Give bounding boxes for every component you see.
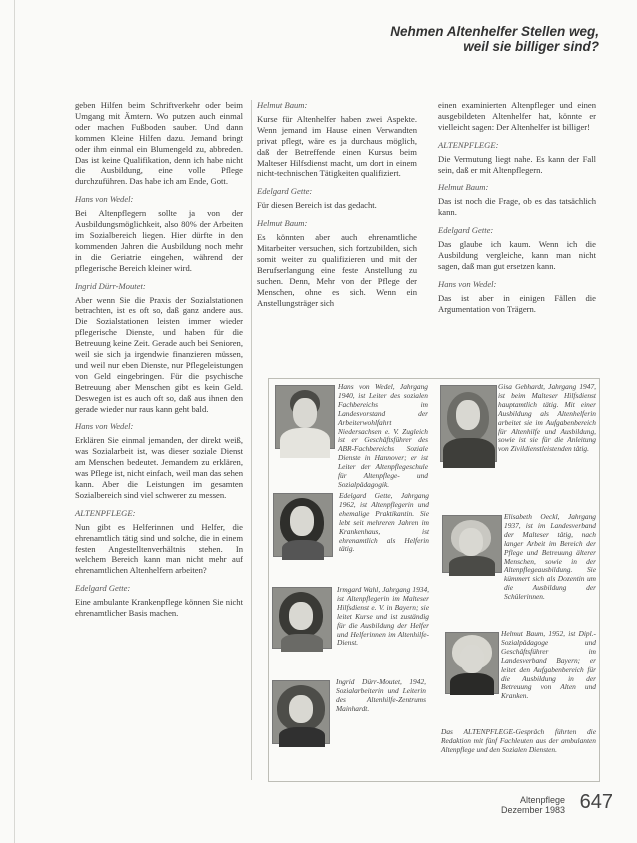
footer-magazine-name: Altenpflege [519, 795, 565, 805]
text-column-3 [438, 100, 596, 380]
paragraph: Es könnten aber auch ehrenamtliche Mitarbeiter versuchen, sich fortzubilden, sich somit weiter zu qualifizieren und mit der Berufserlangung eine feste Anstellung zu suchen. Denn, Mehr von der Pflege der Menschen, ohne es sich. Wenn ein Anstellungsträger sich [257, 232, 417, 308]
caption-7: Helmut Baum, 1952, ist Dipl.-Sozialpädagoge und Geschäftsführer im Landesverband Bayern; er leitet den Aufgabenbereich für die Ausbildung in der Betreuung von Alten und Kranken. [501, 629, 596, 701]
paragraph: Eine ambulante Krankenpflege können Sie nicht ehrenamtlicher Basis machen. [75, 597, 243, 619]
portrait-photo-ingrid-duerr-moutet [272, 680, 330, 744]
column-divider [251, 100, 252, 780]
paragraph: Erklären Sie einmal jemanden, der direkt weiß, was Sozialarbeit ist, was dieser soziale Dienst am Menschen bedeutet. Jemandem zu erklären, was Pflege ist, nicht einfach, weil man das sehen kann. Aber die Leistungen im gesamten Sozialbereich sind viel schwerer zu messen. [75, 435, 244, 500]
caption-2: Gisa Gebhardt, Jahrgang 1947, ist beim Malteser Hilfsdienst hauptamtlich tätig. Mit einer Ausbildung als Altenhelferin arbeitet sie im Aufgabenbereich für Altenhilfe und Ausbildung, sowie ist sie für die Anleitung von Zivildienstleistenden tätig. [498, 382, 596, 454]
portrait-photo-irmgard-wahl [272, 587, 332, 649]
article-title [259, 24, 599, 54]
paragraph: Das ist noch die Frage, ob es das tatsächlich kann. [438, 196, 596, 218]
paragraph: geben Hilfen beim Schriftverkehr oder beim Umgang mit Ämtern. Wo putzen auch einmal oder machen Fußboden sauber. Und dann kommen Kleine Hilfen dazu. Jemand bringt oder ihm einmal ein Blumengeld zu, abbreden. Das ist keine Qualifikation, denn ich habe nicht die Ausbildung, eine volle Pflege durchzuführen. Das habe ich am Ende, Gott. [75, 100, 243, 187]
speaker-name: Ingrid Dürr-Moutet: [75, 280, 146, 291]
speaker-name: Helmut Baum: [257, 218, 308, 229]
speaker-name: Edelgard Gette: [75, 583, 131, 594]
portrait-photo-hans-von-wedel [275, 385, 335, 449]
paragraph: Die Vermutung liegt nahe. Es kann der Fall sein, daß er mit Altenpflegern. [438, 153, 596, 175]
paragraph: Bei Altenpflegern sollte ja von der Ausbildungsmöglichkeit, also 80% der Arbeiten im Sozialbereich liegen. Hier dürfte in den kommenden Jahren die Ausbildung noch mehr in die Geriatrie eingehen, während der pflegerische Bereich kleiner wird. [75, 208, 243, 273]
paragraph: Kurse für Altenhelfer haben zwei Aspekte. Wenn jemand im Hause einen Verwandten privat pflegt, wäre es ja durchaus möglich, daß der Betreffende einen Kursus beim Malteser Hilfsdienst macht, um dort in einem nicht-technischen Tätigkeiten qualifiziert. [257, 113, 417, 179]
scan-edge-line [14, 0, 15, 843]
caption-bottom: Das ALTENPFLEGE-Gespräch führten die Redaktion mit fünf Fachleuten aus der ambulanten Altenpflege und den Sozialen Diensten. [441, 727, 596, 754]
speaker-name: Hans von Wedel: [438, 278, 497, 289]
paragraph: Aber wenn Sie die Praxis der Sozialstationen betrachten, ist es oft so, daß ganz andere aus. Die Sozialstationen leisten immer wieder pflegerische Dienste, und haben für die Betreuung keine Zeit. Gerade auch bei Senioren, weil sie sich ja irgendwie finanzieren müssen, und weil nur eben Dienste, nur Pflegeleistungen von Geld eingebringen. Für die psychische Betreuung aber Menschen gibt es kein Geld. Deswegen ist es auch oft so, daß aus ihnen den gerade wieder nur raus kann geht bald. [75, 294, 243, 414]
speaker-name: ALTENPFLEGE: [75, 507, 136, 518]
footer-magazine [501, 795, 565, 815]
speaker-name: Helmut Baum: [438, 182, 489, 193]
portrait-photo-gisa-gebhardt [440, 385, 497, 462]
text-column-1 [75, 100, 243, 790]
caption-1: Hans von Wedel, Jahrgang 1940, ist Leiter des sozialen Fachbereichs im Landesvorstand der Arbeiterwohlfahrt Niedersachsen e. V. Zugleich ist er Geschäftsführer des ABR-Fachbereichs Soziale Dienste in Hannover; er ist Leiter der Altenpflegeschule für Altenpflege- und Sozialpädagogik. [338, 382, 428, 489]
caption-3: Edelgard Gette, Jahrgang 1962, ist Altenpflegerin und ehemalige Praktikantin. Sie lebt seit mehreren Jahren im Krankenhaus, ist ehrenamtlich als Helferin tätig. [339, 491, 429, 554]
caption-6: Ingrid Dürr-Moutet, 1942, Sozialarbeiterin und Leiterin des Altenhilfe-Zentrums Mainhardt. [336, 677, 426, 713]
speaker-name: Helmut Baum: [257, 100, 308, 110]
speaker-name: Edelgard Gette: [438, 225, 494, 236]
speaker-name: ALTENPFLEGE: [438, 139, 499, 150]
paragraph: Nun gibt es Helferinnen und Helfer, die ehrenamtlich tätig sind und solche, die in einem festen Angestelltenverhältnis stehen. In welchem Bereich kann man nicht mehr auf ehrenamtlichen Altenhelfern arbeiten? [75, 521, 243, 576]
title-line-1: Nehmen Altenhelfer Stellen weg, [390, 24, 599, 39]
paragraph: Das glaube ich kaum. Wenn ich die Ausbildung vergleiche, kann man nicht sagen, daß man gut ersetzen kann. [438, 239, 596, 271]
text-column-2 [257, 100, 417, 372]
paragraph: Für diesen Bereich ist das gedacht. [257, 200, 377, 211]
portrait-photo-elisabeth-oeckl [442, 515, 502, 573]
portrait-photo-edelgard-gette [273, 493, 333, 557]
footer-issue: Dezember 1983 [500, 805, 565, 815]
page-number: 647 [579, 791, 613, 813]
speaker-name: Hans von Wedel: [75, 194, 134, 205]
title-line-2: weil sie billiger sind? [463, 39, 599, 54]
page-footer [493, 791, 613, 831]
speaker-name: Hans von Wedel: [75, 421, 134, 432]
paragraph: Das ist aber in einigen Fällen die Argumentation von Trägern. [438, 292, 596, 314]
caption-4: Elisabeth Oeckl, Jahrgang 1937, ist im Landesverband der Malteser tätig, nach langer Arbeit im Bereich der Pflege und Betreuung älterer Menschen, sowie in der Altenpflegeausbildung. Sie kümmert sich als Dozentin um die Ausbildung der Schülerinnen. [504, 512, 596, 602]
paragraph: einen examinierten Altenpfleger und einen ausgebildeten Altenhelfer hat, könnte er vielleicht sagen: Der Altenhelfer ist billiger! [438, 100, 596, 132]
portrait-photo-helmut-baum [445, 632, 499, 694]
speaker-name: Edelgard Gette: [257, 186, 313, 197]
caption-5: Irmgard Wahl, Jahrgang 1934, ist Altenpflegerin im Malteser Hilfsdienst e. V. in Bayern; sie leitet Kurse und ist zuständig für die Ausbildung der Helfer und Helferinnen im Altenhilfe-Dienst. [337, 585, 429, 648]
